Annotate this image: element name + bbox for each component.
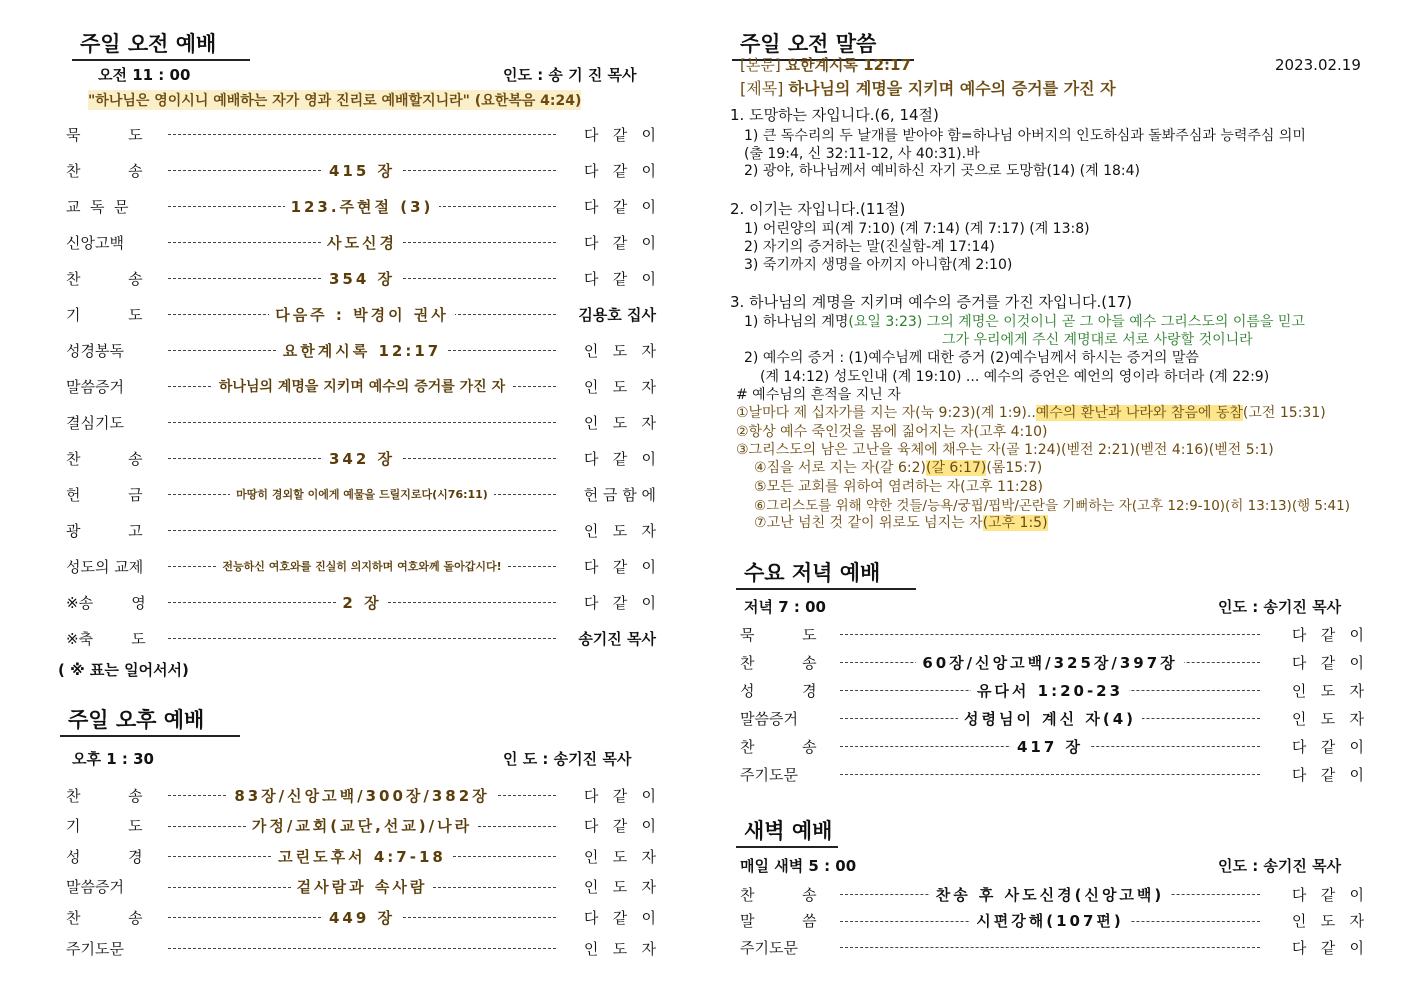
mark-1-b: 예수의 환난과 나라와 참음에 동참 [1035,405,1243,421]
am-row [66,302,656,326]
wed-leader: 인도 : 송기진 목사 [1218,598,1342,616]
mark-2: ②항상 예수 죽인것을 몸에 짊어지는 자(고후 4:10) [736,424,1048,440]
am-item-content: 다음주 : 박경이 권사 [269,304,455,325]
am-row [66,338,656,362]
dawn-item-label: 찬 송 [740,885,817,904]
pm-item-label: 성 경 [66,847,143,866]
am-item-leader-dots [164,590,560,614]
mark-7 [754,512,1048,532]
mark-7-a: ⑦고난 넘친 것 같이 위로도 넘지는 자 [754,515,983,531]
wed-item-label: 성 경 [740,681,817,700]
am-row [66,266,656,290]
dawn-item-performer: 다 같 이 [1291,938,1364,957]
pm-item-content: 고린도후서 4:7-18 [272,846,452,867]
dawn-item-performer: 인 도 자 [1291,912,1364,930]
am-row [66,518,656,542]
mark-5: ⑤모든 교회를 위하여 염려하는 자(고후 11:28) [754,479,1043,495]
pm-item-performer: 다 같 이 [583,908,656,927]
point-2-a: 1) 어린양의 피(계 7:10) (계 7:14) (계 7:17) (계 13:8) [744,221,1090,237]
pm-item-content: 겉사람과 속사람 [291,876,434,897]
am-item-performer: 인 도 자 [583,341,656,360]
pm-item-label: 찬 송 [66,908,143,927]
wed-item-label: 찬 송 [740,737,817,756]
am-item-leader-dots [164,266,560,290]
mark-4-c: (롬15:7) [986,460,1043,476]
pm-row [66,905,656,929]
am-item-performer: 김용호 집사 [578,305,656,324]
pm-item-leader-dots [164,936,560,960]
wed-row [740,706,1364,730]
mark-1 [736,402,1326,422]
am-item-leader-dots [164,554,560,578]
am-item-leader-dots [164,446,560,470]
point-1-a: 1) 큰 독수리의 두 날개를 받아야 함=하나님 아버지의 인도하심과 돌봐주심과 능력주심 의미 [744,128,1306,144]
sermon-text-line [740,54,911,75]
am-item-performer: 다 같 이 [583,557,656,576]
am-row [66,554,656,578]
mark-4-a: ④짐을 서로 지는 자(갈 6:2) [754,460,926,476]
am-item-leader-dots [164,626,560,650]
am-item-performer: 헌 금 함 에 [583,485,656,504]
am-item-label: 찬 송 [66,449,143,468]
mark-4 [754,457,1042,477]
am-item-leader-dots [164,122,560,146]
pm-item-label: 주기도문 [66,939,124,958]
sermon-subject-tag: [제목] [740,79,784,98]
am-item-label: 기 도 [66,305,143,324]
pm-row [66,783,656,807]
point-3-a-cont: 그가 우리에게 주신 계명대로 서로 사랑할 것이니라 [942,332,1253,348]
pm-item-leader-dots [164,814,560,838]
am-item-content: 2 장 [336,592,387,613]
am-item-label: ※축 도 [66,629,146,648]
dawn-item-leader-dots [836,935,1264,959]
am-item-leader-dots [164,482,560,506]
point-3-a [744,311,1305,331]
am-item-performer: 인 도 자 [583,413,656,432]
dawn-item-label: 말 씀 [740,912,817,930]
dawn-item-leader-dots [836,909,1264,933]
am-item-leader-dots [164,158,560,182]
am-item-label: 묵 도 [66,125,143,144]
am-row [66,194,656,218]
wed-item-performer: 인 도 자 [1291,709,1364,728]
am-item-performer: 인 도 자 [583,521,656,540]
wed-item-label: 말씀증거 [740,709,798,728]
wed-item-leader-dots [836,734,1264,758]
pm-item-leader-dots [164,783,560,807]
am-item-content: 123.주현절 (3) [285,196,440,217]
am-row [66,482,656,506]
pm-item-label: 기 도 [66,817,143,836]
wed-item-leader-dots [836,622,1264,646]
mark-7-b: (고후 1:5) [982,515,1048,531]
pm-item-content: 83장/신앙고백/300장/382장 [228,785,495,806]
am-motto: "하나님은 영이시니 예배하는 자가 영과 진리로 예배할지니라" (요한복음 4:24) [88,90,581,110]
am-title: 주일 오전 예배 [72,28,250,61]
am-item-leader-dots [164,518,560,542]
pm-title: 주일 오후 예배 [60,704,240,737]
am-item-leader-dots [164,374,560,398]
dawn-title: 새벽 예배 [736,815,838,848]
am-item-label: 광 고 [66,521,143,540]
am-item-performer: 인 도 자 [583,377,656,396]
wed-item-leader-dots [836,706,1264,730]
am-row [66,158,656,182]
am-row [66,122,656,146]
sermon-subject-line [740,76,1116,99]
am-note: ( ※ 표는 일어서서) [58,661,189,679]
pm-leader: 인 도 : 송기진 목사 [503,750,632,768]
pm-item-content: 449 장 [323,907,401,928]
am-row [66,230,656,254]
am-item-content: 하나님의 계명을 지키며 예수의 증거를 가진 자 [213,376,511,396]
point-1: 1. 도망하는 자입니다.(6, 14절) [730,106,939,124]
wed-item-performer: 다 같 이 [1291,737,1364,756]
wed-row [740,762,1364,786]
am-row [66,590,656,614]
wed-item-content: 417 장 [1011,736,1089,757]
wed-item-label: 주기도문 [740,765,798,784]
am-item-performer: 다 같 이 [583,233,656,252]
am-item-content: 전능하신 여호와를 진실히 의지하며 여호와께 돌아갑시다! [216,558,507,574]
point-3-c: (계 14:12) 성도인내 (계 19:10) ... 예수의 증언은 예언의 영이라 하더라 (계 22:9) [760,369,1270,385]
dawn-item-leader-dots [836,882,1264,906]
pm-row [66,844,656,868]
point-1-c: 2) 광야, 하나님께서 예비하신 자기 곳으로 도망함(14) (계 18:4) [744,163,1141,179]
point-3-a-verse: (요일 3:23) 그의 계명은 이것이니 곧 그 아들 예수 그리스도의 이름을 믿고 [848,314,1305,330]
wed-item-performer: 인 도 자 [1291,681,1364,700]
wed-item-content: 60장/신앙고백/325장/397장 [916,652,1183,673]
wed-item-leader-dots [836,762,1264,786]
am-item-leader-dots [164,230,560,254]
am-item-content: 354 장 [323,268,401,289]
am-item-leader-dots [164,338,560,362]
pm-row [66,814,656,838]
point-3-d: # 예수님의 흔적을 지닌 자 [736,387,901,403]
dawn-row [740,935,1364,959]
wed-row [740,734,1364,758]
sermon-text: 요한계시록 12:17 [785,56,911,74]
am-item-performer: 다 같 이 [583,197,656,216]
am-item-label: ※송 영 [66,593,146,612]
am-row [66,374,656,398]
pm-item-leader-dots [164,844,560,868]
am-item-content: 415 장 [323,160,401,181]
am-row [66,626,656,650]
pm-item-content: 가정/교회(교단,선교)/나라 [246,815,478,836]
pm-item-performer: 인 도 자 [583,939,656,958]
am-item-label: 헌 금 [66,485,143,504]
mark-4-b: (갈 6:17) [926,460,987,476]
wed-item-performer: 다 같 이 [1291,625,1364,644]
pm-item-leader-dots [164,905,560,929]
pm-item-performer: 인 도 자 [583,847,656,866]
am-item-label: 찬 송 [66,269,143,288]
wed-item-leader-dots [836,678,1264,702]
am-item-leader-dots [164,410,560,434]
wed-row [740,678,1364,702]
dawn-item-performer: 다 같 이 [1291,885,1364,904]
pm-item-performer: 인 도 자 [583,878,656,897]
dawn-time: 매일 새벽 5 : 00 [740,857,857,875]
sermon-title: 주일 오전 말씀 [732,28,914,61]
am-item-performer: 다 같 이 [583,449,656,468]
point-2-b: 2) 자기의 증거하는 말(진실함-계 17:14) [744,239,995,255]
am-row [66,410,656,434]
am-item-content: 342 장 [323,448,401,469]
wed-row [740,650,1364,674]
am-item-content: 요한계시록 12:17 [277,340,447,361]
pm-row [66,936,656,960]
am-time: 오전 11 : 00 [98,66,191,84]
sermon-subject: 하나님의 계명을 지키며 예수의 증거를 가진 자 [788,79,1116,98]
am-item-label: 신앙고백 [66,233,124,252]
sermon-text-tag: [본문] [740,56,781,74]
am-item-performer: 다 같 이 [583,161,656,180]
dawn-row [740,882,1364,906]
point-2-c: 3) 죽기까지 생명을 아끼지 아니함(계 2:10) [744,257,1013,273]
wed-item-content: 성령님이 계신 자(4) [958,708,1142,729]
am-item-label: 교 독 문 [66,197,129,216]
wed-item-performer: 다 같 이 [1291,765,1364,784]
dawn-row [740,909,1364,933]
am-item-label: 성경봉독 [66,341,124,360]
am-item-performer: 송기진 목사 [578,629,656,648]
am-item-label: 말씀증거 [66,377,124,396]
am-item-leader-dots [164,302,560,326]
wed-item-leader-dots [836,650,1264,674]
dawn-item-label: 주기도문 [740,938,798,957]
wed-row [740,622,1364,646]
pm-item-label: 찬 송 [66,786,143,805]
am-item-leader-dots [164,194,560,218]
pm-item-label: 말씀증거 [66,878,124,897]
mark-3: ③그리스도의 남은 고난을 육체에 채우는 자(골 1:24)(벧전 2:21)(벧전 4:16)(벧전 5:1) [736,442,1274,458]
point-3-b: 2) 예수의 증거 : (1)예수님께 대한 증거 (2)예수님께서 하시는 증거의 말씀 [744,350,1199,366]
pm-item-performer: 다 같 이 [583,817,656,836]
am-item-performer: 다 같 이 [583,593,656,612]
mark-1-c: (고전 15:31) [1242,405,1326,421]
am-leader: 인도 : 송 기 진 목사 [503,66,637,84]
wed-item-performer: 다 같 이 [1291,653,1364,672]
wed-time: 저녁 7 : 00 [744,598,826,616]
wed-item-label: 묵 도 [740,625,817,644]
wed-title: 수요 저녁 예배 [736,557,916,590]
am-item-content: 사도신경 [321,232,403,253]
am-row [66,446,656,470]
point-3: 3. 하나님의 계명을 지키며 예수의 증거를 가진 자입니다.(17) [730,293,1133,311]
wed-item-content: 유다서 1:20-23 [971,680,1129,701]
mark-1-a: ①날마다 제 십자가를 지는 자(눅 9:23)(계 1:9).. [736,405,1036,421]
pm-item-performer: 다 같 이 [583,786,656,805]
am-item-performer: 다 같 이 [583,269,656,288]
dawn-leader: 인도 : 송기진 목사 [1218,857,1342,875]
am-item-content: 마땅히 경외할 이에게 예물을 드릴지로다(시76:11) [230,486,494,502]
point-2: 2. 이기는 자입니다.(11절) [730,200,906,218]
dawn-item-content: 찬송 후 사도신경(신앙고백) [930,884,1171,905]
point-3-a-label: 1) 하나님의 계명 [744,314,849,330]
dawn-item-content: 시편강해(107편) [970,910,1129,931]
am-item-label: 성도의 교제 [66,557,144,576]
pm-row [66,875,656,899]
sermon-date: 2023.02.19 [1275,56,1361,74]
am-item-performer: 다 같 이 [583,125,656,144]
pm-time: 오후 1 : 30 [72,750,154,768]
wed-item-label: 찬 송 [740,653,817,672]
am-item-label: 찬 송 [66,161,143,180]
mark-6: ⑥그리스도를 위해 약한 것들/능욕/궁핍/핍박/곤란을 기뻐하는 자(고후 12:9-10)(히 13:13)(행 5:41) [754,498,1351,514]
am-item-label: 결심기도 [66,413,124,432]
point-1-b: (출 19:4, 신 32:11-12, 사 40:31).바 [744,146,980,162]
pm-item-leader-dots [164,875,560,899]
